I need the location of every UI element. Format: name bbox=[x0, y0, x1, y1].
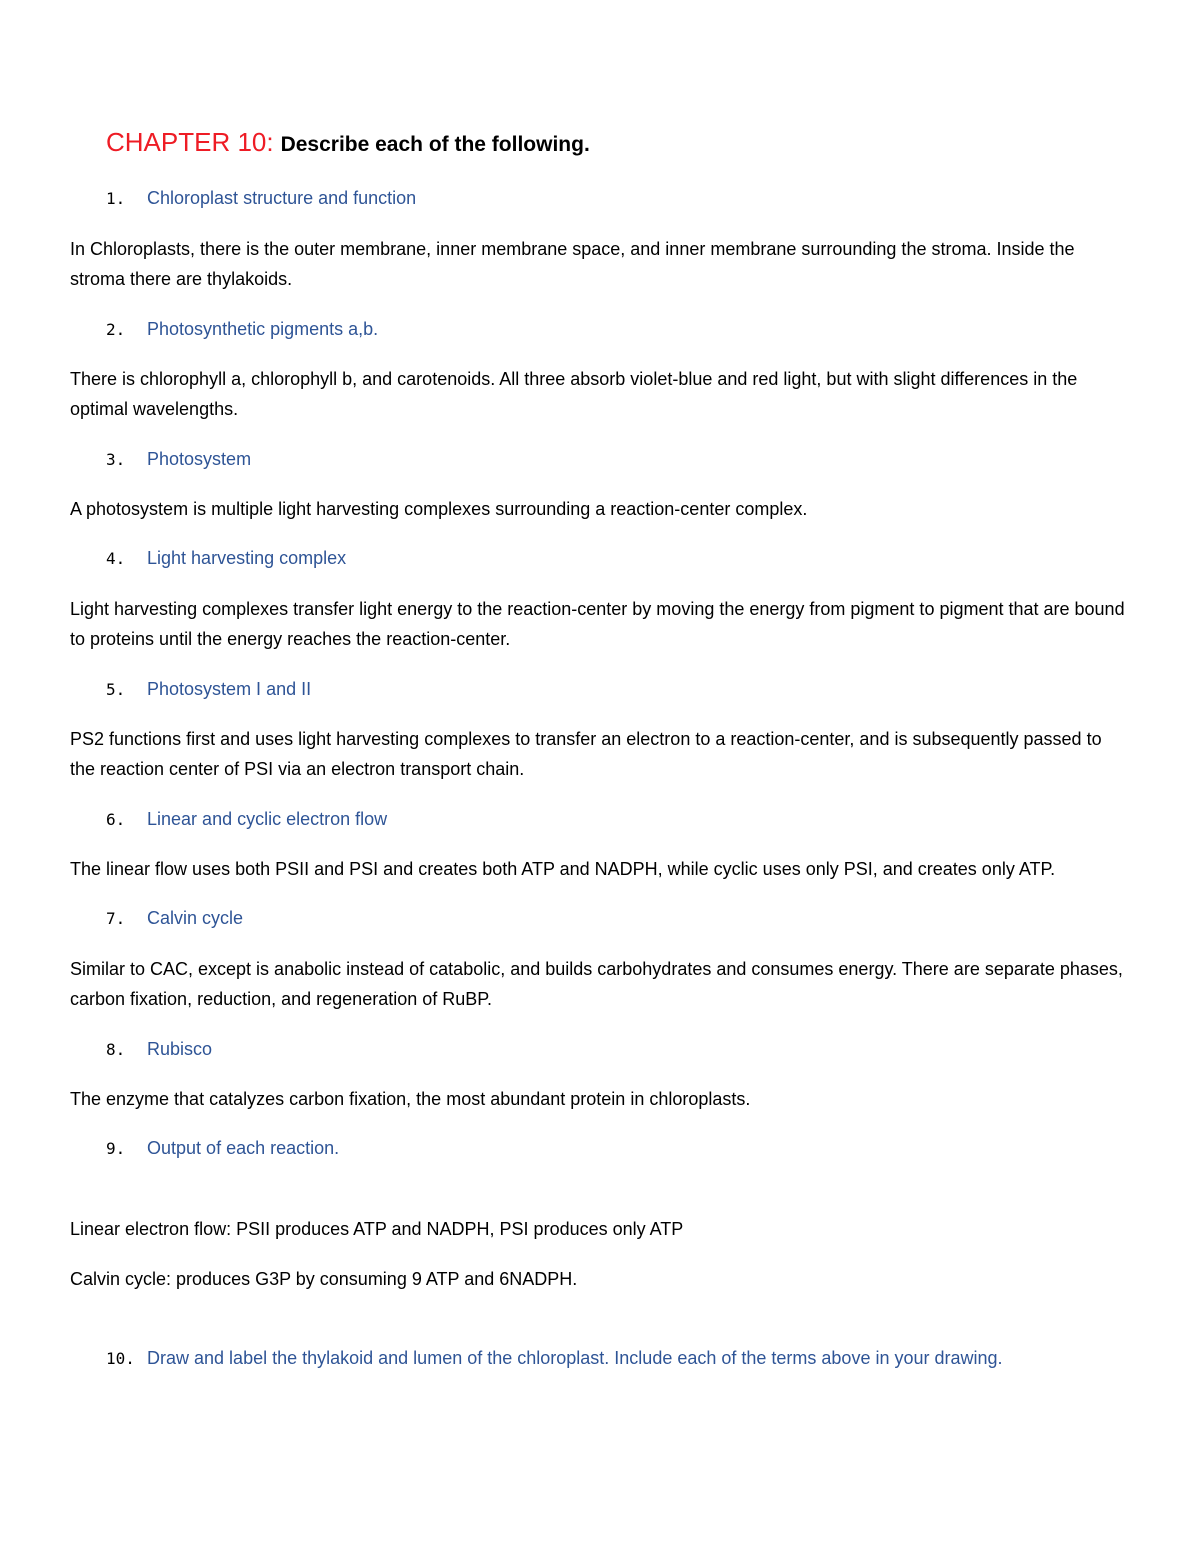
question-number: 6. bbox=[106, 810, 126, 829]
question-text: Photosynthetic pigments a,b. bbox=[147, 319, 379, 339]
chapter-label: CHAPTER 10: bbox=[106, 127, 274, 157]
question-text: Light harvesting complex bbox=[147, 548, 347, 568]
question-1 bbox=[106, 186, 416, 211]
answer-6: The linear flow uses both PSII and PSI and creates both ATP and NADPH, while cyclic uses only PSI, and creates only ATP. bbox=[70, 859, 1056, 879]
question-10 bbox=[106, 1346, 1003, 1371]
question-text: Calvin cycle bbox=[147, 908, 244, 928]
question-text: Rubisco bbox=[147, 1039, 213, 1059]
question-6 bbox=[106, 807, 387, 832]
question-number: 9. bbox=[106, 1139, 126, 1158]
question-5 bbox=[106, 677, 311, 702]
question-text: Photosystem bbox=[147, 449, 252, 469]
answer-4: Light harvesting complexes transfer light energy to the reaction-center by moving the energy from pigment to pigment that are bound to proteins until the energy reaches the reaction-center. bbox=[70, 599, 1125, 649]
answer-5: PS2 functions first and uses light harvesting complexes to transfer an electron to a reaction-center, and is subsequently passed to the reaction center of PSI via an electron transport chain. bbox=[70, 729, 1102, 779]
answer-9-linear: Linear electron flow: PSII produces ATP and NADPH, PSI produces only ATP bbox=[70, 1219, 684, 1239]
question-8 bbox=[106, 1037, 212, 1062]
answer-8: The enzyme that catalyzes carbon fixation, the most abundant protein in chloroplasts. bbox=[70, 1089, 751, 1109]
question-text: Draw and label the thylakoid and lumen of the chloroplast. Include each of the terms above in your drawing. bbox=[147, 1348, 1003, 1368]
page-heading bbox=[106, 124, 590, 163]
question-number: 5. bbox=[106, 680, 126, 699]
question-number: 10. bbox=[106, 1349, 135, 1368]
question-7 bbox=[106, 906, 243, 931]
question-number: 2. bbox=[106, 320, 126, 339]
question-number: 8. bbox=[106, 1040, 126, 1059]
question-text: Chloroplast structure and function bbox=[147, 188, 417, 208]
question-9 bbox=[106, 1136, 339, 1161]
question-number: 4. bbox=[106, 549, 126, 568]
answer-9-calvin: Calvin cycle: produces G3P by consuming 9 ATP and 6NADPH. bbox=[70, 1269, 578, 1289]
question-number: 1. bbox=[106, 189, 126, 208]
heading-description: Describe each of the following. bbox=[280, 133, 590, 156]
answer-7: Similar to CAC, except is anabolic instead of catabolic, and builds carbohydrates and consumes energy. There are separate phases, carbon fixation, reduction, and regeneration of RuBP. bbox=[70, 959, 1123, 1009]
question-number: 3. bbox=[106, 450, 126, 469]
question-3 bbox=[106, 447, 251, 472]
question-2 bbox=[106, 317, 378, 342]
question-text: Linear and cyclic electron flow bbox=[147, 809, 388, 829]
answer-3: A photosystem is multiple light harvesting complexes surrounding a reaction-center complex. bbox=[70, 499, 808, 519]
question-number: 7. bbox=[106, 909, 126, 928]
question-text: Photosystem I and II bbox=[147, 679, 312, 699]
question-text: Output of each reaction. bbox=[147, 1138, 340, 1158]
answer-2: There is chlorophyll a, chlorophyll b, and carotenoids. All three absorb violet-blue and red light, but with slight differences in the optimal wavelengths. bbox=[70, 369, 1078, 419]
answer-1: In Chloroplasts, there is the outer membrane, inner membrane space, and inner membrane surrounding the stroma. Inside the stroma there are thylakoids. bbox=[70, 239, 1075, 289]
question-4 bbox=[106, 546, 346, 571]
